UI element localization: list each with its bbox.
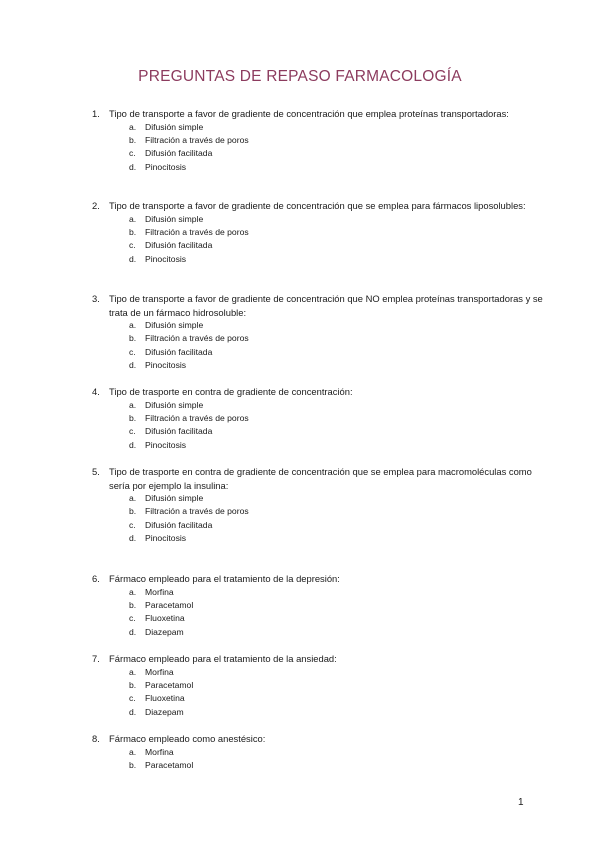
option-item — [92, 586, 552, 599]
question-number: 2. — [92, 200, 100, 211]
option-list — [92, 121, 552, 175]
option-text: Filtración a través de poros — [145, 412, 249, 423]
option-list — [92, 399, 552, 453]
option-item — [92, 706, 552, 719]
option-letter: d. — [129, 161, 137, 172]
option-letter: b. — [129, 412, 137, 423]
option-letter: b. — [129, 134, 137, 145]
option-item — [92, 666, 552, 679]
question-6 — [92, 572, 552, 639]
option-letter: c. — [129, 613, 136, 624]
question-text: Tipo de transporte a favor de gradiente de concentración que emplea proteínas transportadoras: — [109, 108, 509, 119]
option-text: Morfina — [145, 746, 174, 757]
option-item — [92, 692, 552, 705]
option-letter: b. — [129, 506, 137, 517]
question-number: 1. — [92, 108, 100, 119]
question-number: 3. — [92, 293, 100, 304]
question-8 — [92, 732, 552, 772]
option-item — [92, 134, 552, 147]
option-letter: b. — [129, 333, 137, 344]
option-text: Difusión simple — [145, 213, 204, 224]
option-letter: b. — [129, 679, 137, 690]
option-letter: d. — [129, 533, 137, 544]
option-text: Difusión facilitada — [145, 519, 213, 530]
question-text: Tipo de trasporte en contra de gradiente de concentración: — [109, 386, 353, 397]
option-item — [92, 626, 552, 639]
question-number: 7. — [92, 653, 100, 664]
option-item — [92, 759, 552, 772]
option-text: Pinocitosis — [145, 360, 187, 371]
question-7 — [92, 652, 552, 719]
option-text: Difusión facilitada — [145, 240, 213, 251]
option-letter: d. — [129, 439, 137, 450]
option-letter: a. — [129, 493, 137, 503]
option-item — [92, 239, 552, 252]
option-letter: c. — [129, 426, 136, 437]
option-item — [92, 147, 552, 160]
option-item — [92, 425, 552, 438]
option-letter: a. — [129, 586, 137, 597]
option-text: Diazepam — [145, 626, 184, 637]
option-letter: b. — [129, 599, 137, 610]
option-item — [92, 121, 552, 134]
option-letter: a. — [129, 320, 137, 330]
option-text: Pinocitosis — [145, 253, 187, 264]
option-item — [92, 612, 552, 625]
page-title: PREGUNTAS DE REPASO FARMACOLOGÍA — [138, 68, 462, 85]
question-4 — [92, 385, 552, 452]
option-text: Fluoxetina — [145, 693, 185, 704]
option-letter: d. — [129, 706, 137, 717]
option-text: Difusión simple — [145, 399, 204, 410]
question-text: Tipo de transporte a favor de gradiente de concentración que se emplea para fármacos liposolubles: — [109, 200, 526, 211]
option-item — [92, 332, 552, 345]
option-text: Diazepam — [145, 706, 184, 717]
option-item — [92, 412, 552, 425]
question-text: Tipo de transporte a favor de gradiente de concentración que NO emplea proteínas transportadoras y se trata de un fármaco hidrosoluble: — [109, 293, 543, 318]
option-text: Paracetamol — [145, 599, 194, 610]
option-text: Filtración a través de poros — [145, 333, 249, 344]
option-letter: a. — [129, 399, 137, 410]
option-text: Paracetamol — [145, 679, 194, 690]
option-list — [92, 213, 552, 267]
page-number: 1 — [518, 797, 524, 808]
option-text: Morfina — [145, 586, 174, 597]
question-text: Fármaco empleado para el tratamiento de la depresión: — [109, 573, 340, 584]
option-letter: a. — [129, 666, 137, 677]
question-1 — [92, 107, 552, 174]
option-letter: a. — [129, 746, 137, 757]
option-item — [92, 532, 552, 545]
question-number: 8. — [92, 733, 100, 744]
option-list — [92, 666, 552, 720]
option-item — [92, 746, 552, 759]
option-letter: a. — [129, 213, 137, 224]
option-text: Paracetamol — [145, 759, 194, 770]
question-2 — [92, 199, 552, 266]
option-item — [92, 213, 552, 226]
option-item — [92, 519, 552, 532]
option-text: Filtración a través de poros — [145, 134, 249, 145]
option-letter: d. — [129, 360, 137, 371]
option-letter: c. — [129, 240, 136, 251]
option-letter: a. — [129, 121, 137, 132]
option-text: Filtración a través de poros — [145, 226, 249, 237]
option-item — [92, 399, 552, 412]
option-item — [92, 161, 552, 174]
question-number: 4. — [92, 386, 100, 397]
question-5 — [92, 465, 552, 546]
option-list — [92, 319, 552, 373]
option-item — [92, 599, 552, 612]
option-letter: c. — [129, 519, 136, 530]
question-text: Tipo de trasporte en contra de gradiente de concentración que se emplea para macromoléculas como sería por ejemplo la insulina: — [109, 466, 532, 491]
option-letter: c. — [129, 693, 136, 704]
question-text: Fármaco empleado como anestésico: — [109, 733, 266, 744]
option-item — [92, 679, 552, 692]
option-item — [92, 505, 552, 518]
option-text: Pinocitosis — [145, 533, 187, 544]
option-letter: c. — [129, 148, 136, 159]
option-item — [92, 439, 552, 452]
option-text: Difusión simple — [145, 320, 204, 330]
option-list — [92, 492, 552, 546]
option-item — [92, 253, 552, 266]
option-text: Morfina — [145, 666, 174, 677]
question-3 — [92, 292, 552, 373]
option-letter: b. — [129, 226, 137, 237]
option-text: Difusión facilitada — [145, 346, 213, 357]
option-letter: b. — [129, 759, 137, 770]
option-text: Difusión simple — [145, 493, 204, 503]
option-list — [92, 746, 552, 773]
option-text: Fluoxetina — [145, 613, 185, 624]
option-text: Filtración a través de poros — [145, 506, 249, 517]
option-list — [92, 586, 552, 640]
option-text: Pinocitosis — [145, 439, 187, 450]
question-number: 5. — [92, 466, 100, 477]
question-number: 6. — [92, 573, 100, 584]
option-item — [92, 492, 552, 505]
option-text: Difusión simple — [145, 121, 204, 132]
option-item — [92, 359, 552, 372]
option-text: Pinocitosis — [145, 161, 187, 172]
option-item — [92, 226, 552, 239]
option-item — [92, 346, 552, 359]
option-letter: c. — [129, 346, 136, 357]
option-text: Difusión facilitada — [145, 426, 213, 437]
option-item — [92, 319, 552, 332]
option-text: Difusión facilitada — [145, 148, 213, 159]
option-letter: d. — [129, 253, 137, 264]
question-text: Fármaco empleado para el tratamiento de la ansiedad: — [109, 653, 337, 664]
option-letter: d. — [129, 626, 137, 637]
